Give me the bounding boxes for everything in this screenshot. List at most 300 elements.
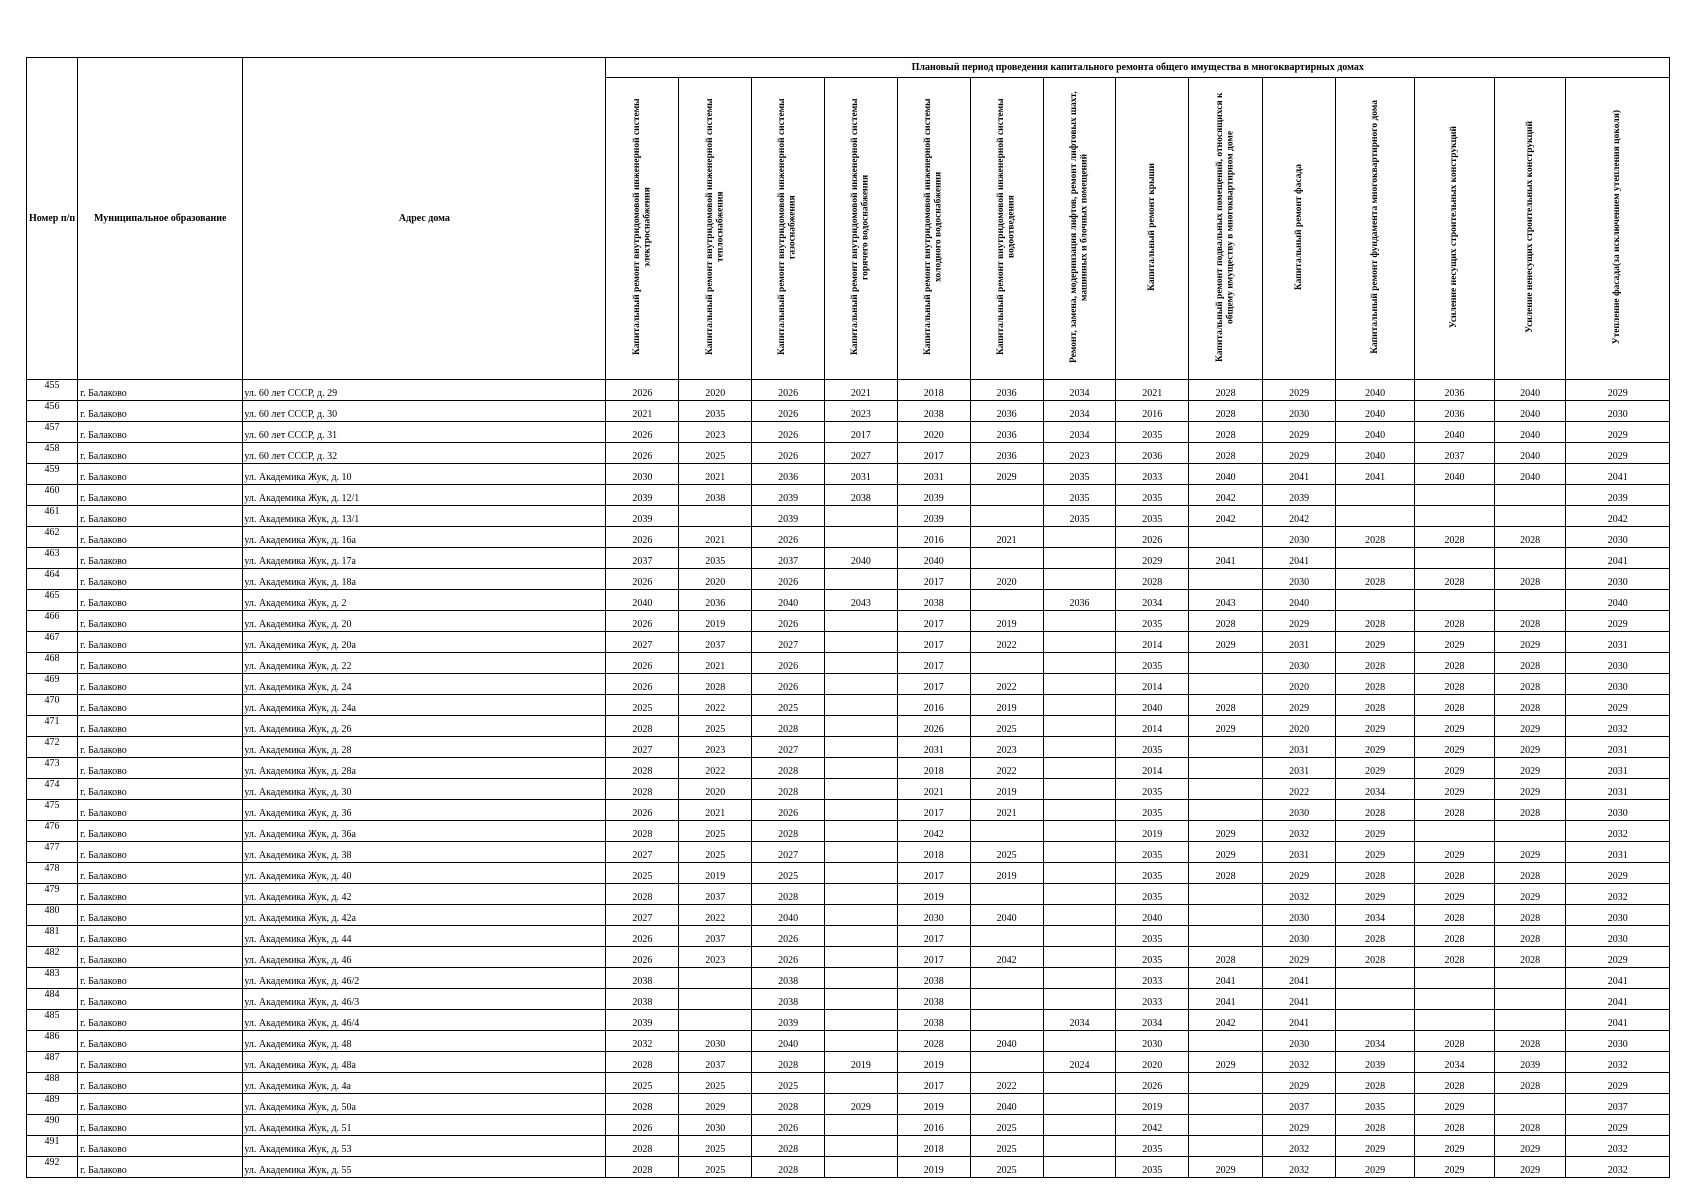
year-cell: 2026 xyxy=(606,926,679,947)
column-header-label: Усиление ненесущих строительных конструкций xyxy=(1524,121,1535,333)
year-cell: 2019 xyxy=(970,863,1043,884)
column-header xyxy=(825,78,898,380)
year-cell: 2032 xyxy=(1263,821,1336,842)
year-cell xyxy=(1189,737,1263,758)
year-cell: 2021 xyxy=(679,527,752,548)
row-number: 480 xyxy=(27,905,78,926)
year-cell: 2029 xyxy=(1494,1157,1566,1178)
year-cell: 2026 xyxy=(606,569,679,590)
year-cell xyxy=(1494,1010,1566,1031)
year-cell: 2021 xyxy=(825,380,898,401)
row-number: 468 xyxy=(27,653,78,674)
row-number: 491 xyxy=(27,1136,78,1157)
year-cell xyxy=(825,611,898,632)
year-cell: 2029 xyxy=(1566,695,1670,716)
year-cell xyxy=(825,695,898,716)
year-cell xyxy=(1043,884,1116,905)
table-row xyxy=(27,611,1670,632)
year-cell: 2036 xyxy=(1043,590,1116,611)
year-cell: 2025 xyxy=(679,842,752,863)
year-cell xyxy=(1043,548,1116,569)
column-header xyxy=(1116,78,1189,380)
table-row xyxy=(27,548,1670,569)
year-cell: 2029 xyxy=(1189,632,1263,653)
year-cell: 2026 xyxy=(606,947,679,968)
year-cell: 2028 xyxy=(606,1094,679,1115)
year-cell: 2041 xyxy=(1189,989,1263,1010)
year-cell: 2029 xyxy=(1566,1115,1670,1136)
year-cell: 2040 xyxy=(1494,443,1566,464)
year-cell: 2032 xyxy=(1566,821,1670,842)
year-cell: 2017 xyxy=(897,926,970,947)
year-cell xyxy=(825,569,898,590)
year-cell: 2029 xyxy=(1263,380,1336,401)
year-cell: 2028 xyxy=(1116,569,1189,590)
year-cell: 2029 xyxy=(1189,1157,1263,1178)
row-number: 463 xyxy=(27,548,78,569)
address-cell: ул. Академика Жук, д. 20 xyxy=(243,611,606,632)
year-cell: 2017 xyxy=(897,800,970,821)
table-row xyxy=(27,674,1670,695)
municipality-cell: г. Балаково xyxy=(78,443,243,464)
row-number: 474 xyxy=(27,779,78,800)
table-row xyxy=(27,821,1670,842)
row-number: 485 xyxy=(27,1010,78,1031)
year-cell: 2030 xyxy=(1566,800,1670,821)
year-cell: 2029 xyxy=(1415,1094,1494,1115)
year-cell: 2037 xyxy=(606,548,679,569)
table-row xyxy=(27,506,1670,527)
address-cell: ул. Академика Жук, д. 28 xyxy=(243,737,606,758)
table-row xyxy=(27,1073,1670,1094)
year-cell: 2026 xyxy=(606,1115,679,1136)
year-cell: 2028 xyxy=(752,821,825,842)
address-cell: ул. Академика Жук, д. 50а xyxy=(243,1094,606,1115)
row-number: 465 xyxy=(27,590,78,611)
year-cell: 2028 xyxy=(1335,674,1414,695)
year-cell xyxy=(1043,611,1116,632)
year-cell: 2030 xyxy=(1263,905,1336,926)
year-cell: 2028 xyxy=(1494,863,1566,884)
year-cell: 2033 xyxy=(1116,968,1189,989)
row-number: 457 xyxy=(27,422,78,443)
address-cell: ул. 60 лет СССР, д. 31 xyxy=(243,422,606,443)
address-cell: ул. Академика Жук, д. 13/1 xyxy=(243,506,606,527)
year-cell: 2035 xyxy=(1116,863,1189,884)
year-cell: 2029 xyxy=(1415,1136,1494,1157)
year-cell: 2029 xyxy=(1189,1052,1263,1073)
table-header xyxy=(27,58,1670,380)
year-cell: 2040 xyxy=(752,1031,825,1052)
year-cell: 2029 xyxy=(1566,422,1670,443)
year-cell xyxy=(1043,653,1116,674)
year-cell: 2030 xyxy=(1566,569,1670,590)
year-cell: 2036 xyxy=(970,422,1043,443)
year-cell: 2029 xyxy=(1415,758,1494,779)
year-cell: 2029 xyxy=(1566,947,1670,968)
address-cell: ул. Академика Жук, д. 17а xyxy=(243,548,606,569)
year-cell: 2036 xyxy=(970,380,1043,401)
year-cell: 2040 xyxy=(1116,695,1189,716)
address-cell: ул. Академика Жук, д. 55 xyxy=(243,1157,606,1178)
municipality-cell: г. Балаково xyxy=(78,884,243,905)
table-row xyxy=(27,380,1670,401)
year-cell: 2029 xyxy=(1494,779,1566,800)
year-cell: 2041 xyxy=(1566,464,1670,485)
year-cell xyxy=(679,1010,752,1031)
year-cell xyxy=(825,1073,898,1094)
year-cell: 2040 xyxy=(1494,380,1566,401)
year-cell: 2041 xyxy=(1566,1010,1670,1031)
year-cell: 2042 xyxy=(1189,485,1263,506)
municipality-cell: г. Балаково xyxy=(78,590,243,611)
year-cell: 2040 xyxy=(1415,422,1494,443)
row-number: 467 xyxy=(27,632,78,653)
table-row xyxy=(27,632,1670,653)
column-header-label: Капитальный ремонт внутридомовой инженерной системы водоотведения xyxy=(995,98,1017,356)
year-cell: 2029 xyxy=(1263,1073,1336,1094)
year-cell: 2029 xyxy=(1415,716,1494,737)
address-cell: ул. Академика Жук, д. 28а xyxy=(243,758,606,779)
year-cell xyxy=(825,632,898,653)
year-cell: 2039 xyxy=(1494,1052,1566,1073)
row-number: 490 xyxy=(27,1115,78,1136)
year-cell xyxy=(1494,821,1566,842)
year-cell: 2032 xyxy=(1566,1136,1670,1157)
year-cell: 2019 xyxy=(1116,1094,1189,1115)
year-cell xyxy=(1335,485,1414,506)
year-cell: 2022 xyxy=(970,1073,1043,1094)
year-cell: 2028 xyxy=(1494,947,1566,968)
year-cell: 2023 xyxy=(970,737,1043,758)
year-cell: 2030 xyxy=(1263,1031,1336,1052)
year-cell: 2039 xyxy=(897,506,970,527)
year-cell xyxy=(970,548,1043,569)
year-cell: 2038 xyxy=(897,1010,970,1031)
year-cell xyxy=(1189,926,1263,947)
year-cell: 2026 xyxy=(752,653,825,674)
year-cell: 2039 xyxy=(606,485,679,506)
year-cell: 2028 xyxy=(1415,611,1494,632)
year-cell: 2035 xyxy=(679,548,752,569)
year-cell: 2028 xyxy=(1335,527,1414,548)
year-cell: 2026 xyxy=(752,674,825,695)
table-row xyxy=(27,926,1670,947)
year-cell: 2028 xyxy=(1335,569,1414,590)
year-cell: 2028 xyxy=(752,884,825,905)
year-cell: 2026 xyxy=(752,569,825,590)
row-number: 458 xyxy=(27,443,78,464)
year-cell: 2028 xyxy=(752,1136,825,1157)
table-row xyxy=(27,1115,1670,1136)
year-cell: 2029 xyxy=(970,464,1043,485)
year-cell: 2035 xyxy=(1335,1094,1414,1115)
year-cell: 2029 xyxy=(1415,737,1494,758)
year-cell: 2028 xyxy=(1415,905,1494,926)
year-cell xyxy=(825,968,898,989)
year-cell xyxy=(1189,1073,1263,1094)
year-cell: 2019 xyxy=(897,1094,970,1115)
year-cell: 2028 xyxy=(1494,611,1566,632)
year-cell: 2031 xyxy=(1263,632,1336,653)
year-cell: 2031 xyxy=(1263,737,1336,758)
year-cell xyxy=(1335,506,1414,527)
year-cell xyxy=(1494,548,1566,569)
year-cell xyxy=(1189,1136,1263,1157)
year-cell xyxy=(1494,590,1566,611)
year-cell: 2020 xyxy=(679,779,752,800)
year-cell: 2028 xyxy=(1335,947,1414,968)
year-cell: 2020 xyxy=(679,569,752,590)
row-number: 459 xyxy=(27,464,78,485)
year-cell: 2039 xyxy=(606,1010,679,1031)
year-cell: 2035 xyxy=(1116,842,1189,863)
row-number: 475 xyxy=(27,800,78,821)
year-cell xyxy=(825,716,898,737)
year-cell: 2029 xyxy=(1263,1115,1336,1136)
address-cell: ул. Академика Жук, д. 12/1 xyxy=(243,485,606,506)
year-cell: 2037 xyxy=(1263,1094,1336,1115)
column-header-label: Капитальный ремонт крыши xyxy=(1146,163,1157,291)
year-cell: 2019 xyxy=(970,779,1043,800)
year-cell: 2038 xyxy=(752,968,825,989)
year-cell: 2028 xyxy=(1189,611,1263,632)
year-cell xyxy=(1043,779,1116,800)
year-cell: 2028 xyxy=(606,1136,679,1157)
year-cell: 2037 xyxy=(1566,1094,1670,1115)
address-cell: ул. Академика Жук, д. 30 xyxy=(243,779,606,800)
year-cell: 2027 xyxy=(825,443,898,464)
address-cell: ул. Академика Жук, д. 24 xyxy=(243,674,606,695)
year-cell: 2020 xyxy=(897,422,970,443)
year-cell: 2028 xyxy=(1335,611,1414,632)
year-cell: 2038 xyxy=(897,401,970,422)
year-cell: 2019 xyxy=(897,1157,970,1178)
year-cell: 2019 xyxy=(970,611,1043,632)
row-number: 469 xyxy=(27,674,78,695)
year-cell: 2028 xyxy=(679,674,752,695)
year-cell: 2027 xyxy=(606,737,679,758)
year-cell: 2023 xyxy=(825,401,898,422)
year-cell xyxy=(1415,590,1494,611)
column-header-label: Капитальный ремонт внутридомовой инженерной системы горячего водоснабжения xyxy=(850,98,871,356)
year-cell: 2032 xyxy=(1263,884,1336,905)
column-header-label: Капитальный ремонт внутридомовой инженерной системы газоснабжения xyxy=(777,98,799,356)
column-header xyxy=(679,78,752,380)
year-cell: 2017 xyxy=(897,1073,970,1094)
year-cell: 2029 xyxy=(1494,758,1566,779)
year-cell xyxy=(1335,548,1414,569)
year-cell: 2028 xyxy=(1335,653,1414,674)
year-cell: 2029 xyxy=(1335,737,1414,758)
year-cell: 2035 xyxy=(1043,464,1116,485)
year-cell: 2028 xyxy=(752,1157,825,1178)
year-cell xyxy=(1043,800,1116,821)
year-cell: 2028 xyxy=(1494,527,1566,548)
year-cell: 2028 xyxy=(1189,401,1263,422)
year-cell xyxy=(1415,1010,1494,1031)
year-cell: 2017 xyxy=(897,653,970,674)
row-number: 484 xyxy=(27,989,78,1010)
address-cell: ул. Академика Жук, д. 4а xyxy=(243,1073,606,1094)
year-cell: 2040 xyxy=(752,590,825,611)
year-cell: 2029 xyxy=(1335,1136,1414,1157)
address-cell: ул. 60 лет СССР, д. 30 xyxy=(243,401,606,422)
year-cell: 2028 xyxy=(1189,422,1263,443)
year-cell: 2029 xyxy=(1335,1157,1414,1178)
year-cell: 2025 xyxy=(752,1073,825,1094)
year-cell: 2042 xyxy=(1189,506,1263,527)
year-cell: 2025 xyxy=(606,1073,679,1094)
year-cell xyxy=(825,863,898,884)
row-number: 455 xyxy=(27,380,78,401)
year-cell: 2028 xyxy=(1494,1073,1566,1094)
year-cell xyxy=(1043,632,1116,653)
year-cell: 2029 xyxy=(1335,842,1414,863)
year-cell: 2028 xyxy=(1415,1073,1494,1094)
year-cell: 2034 xyxy=(1335,1031,1414,1052)
table-row xyxy=(27,842,1670,863)
year-cell: 2039 xyxy=(1335,1052,1414,1073)
year-cell: 2021 xyxy=(679,653,752,674)
municipality-cell: г. Балаково xyxy=(78,674,243,695)
year-cell xyxy=(970,926,1043,947)
year-cell: 2028 xyxy=(1494,800,1566,821)
year-cell: 2030 xyxy=(679,1115,752,1136)
year-cell: 2029 xyxy=(1263,863,1336,884)
year-cell xyxy=(1043,821,1116,842)
year-cell: 2020 xyxy=(970,569,1043,590)
year-cell: 2028 xyxy=(1415,674,1494,695)
year-cell: 2020 xyxy=(679,380,752,401)
year-cell: 2022 xyxy=(970,758,1043,779)
year-cell: 2027 xyxy=(752,632,825,653)
year-cell: 2041 xyxy=(1263,464,1336,485)
year-cell: 2026 xyxy=(606,527,679,548)
column-header xyxy=(606,78,679,380)
year-cell xyxy=(1189,1094,1263,1115)
table-row xyxy=(27,527,1670,548)
year-cell: 2035 xyxy=(1116,884,1189,905)
year-cell: 2028 xyxy=(1189,863,1263,884)
year-cell: 2019 xyxy=(1116,821,1189,842)
row-number: 462 xyxy=(27,527,78,548)
year-cell: 2031 xyxy=(1566,779,1670,800)
year-cell: 2034 xyxy=(1335,779,1414,800)
row-number: 483 xyxy=(27,968,78,989)
year-cell: 2040 xyxy=(1335,380,1414,401)
table-row xyxy=(27,443,1670,464)
row-number: 481 xyxy=(27,926,78,947)
year-cell: 2029 xyxy=(1263,422,1336,443)
municipality-cell: г. Балаково xyxy=(78,947,243,968)
municipality-cell: г. Балаково xyxy=(78,842,243,863)
year-cell: 2043 xyxy=(1189,590,1263,611)
address-cell: ул. Академика Жук, д. 18а xyxy=(243,569,606,590)
year-cell xyxy=(970,821,1043,842)
year-cell: 2039 xyxy=(897,485,970,506)
year-cell xyxy=(825,674,898,695)
year-cell: 2039 xyxy=(752,485,825,506)
year-cell xyxy=(1415,548,1494,569)
table-row xyxy=(27,800,1670,821)
column-header xyxy=(970,78,1043,380)
year-cell: 2037 xyxy=(679,926,752,947)
year-cell: 2034 xyxy=(1415,1052,1494,1073)
year-cell: 2021 xyxy=(1116,380,1189,401)
year-cell xyxy=(1335,590,1414,611)
municipality-cell: г. Балаково xyxy=(78,380,243,401)
year-cell: 2025 xyxy=(606,695,679,716)
year-cell: 2034 xyxy=(1043,401,1116,422)
year-cell: 2029 xyxy=(1494,1136,1566,1157)
year-cell: 2029 xyxy=(1566,1073,1670,1094)
municipality-cell: г. Балаково xyxy=(78,401,243,422)
year-cell: 2036 xyxy=(970,401,1043,422)
year-cell: 2042 xyxy=(1189,1010,1263,1031)
row-number: 471 xyxy=(27,716,78,737)
year-cell: 2030 xyxy=(1566,401,1670,422)
column-header-label: Капитальный ремонт фундамента многоквартирного дома xyxy=(1369,100,1380,354)
year-cell: 2026 xyxy=(752,1115,825,1136)
year-cell: 2018 xyxy=(897,380,970,401)
year-cell: 2026 xyxy=(752,611,825,632)
year-cell: 2039 xyxy=(1566,485,1670,506)
year-cell: 2026 xyxy=(752,401,825,422)
year-cell: 2026 xyxy=(1116,1073,1189,1094)
year-cell: 2029 xyxy=(1335,884,1414,905)
municipality-cell: г. Балаково xyxy=(78,1115,243,1136)
year-cell: 2041 xyxy=(1566,548,1670,569)
year-cell: 2019 xyxy=(970,695,1043,716)
year-cell: 2035 xyxy=(1116,422,1189,443)
column-header xyxy=(1415,78,1494,380)
year-cell: 2034 xyxy=(1116,1010,1189,1031)
year-cell: 2026 xyxy=(752,527,825,548)
year-cell: 2017 xyxy=(897,632,970,653)
year-cell: 2020 xyxy=(1263,674,1336,695)
year-cell: 2029 xyxy=(1335,632,1414,653)
year-cell: 2028 xyxy=(1415,800,1494,821)
column-header xyxy=(752,78,825,380)
year-cell: 2035 xyxy=(1043,485,1116,506)
year-cell: 2033 xyxy=(1116,989,1189,1010)
table-row xyxy=(27,590,1670,611)
table-body xyxy=(27,380,1670,1178)
year-cell: 2040 xyxy=(1566,590,1670,611)
address-cell: ул. Академика Жук, д. 38 xyxy=(243,842,606,863)
year-cell: 2028 xyxy=(1335,1073,1414,1094)
row-number: 478 xyxy=(27,863,78,884)
year-cell: 2016 xyxy=(897,527,970,548)
year-cell: 2027 xyxy=(606,632,679,653)
year-cell xyxy=(825,905,898,926)
address-cell: ул. Академика Жук, д. 53 xyxy=(243,1136,606,1157)
year-cell: 2032 xyxy=(1263,1136,1336,1157)
municipality-cell: г. Балаково xyxy=(78,905,243,926)
column-header-label: Капитальный ремонт внутридомовой инженерной системы теплоснабжения xyxy=(704,98,726,356)
municipality-cell: г. Балаково xyxy=(78,989,243,1010)
year-cell: 2029 xyxy=(1263,611,1336,632)
table-row xyxy=(27,485,1670,506)
column-header-label: Капитальный ремонт подвальных помещений, относящихся к общему имуществу в многоквартирном доме xyxy=(1215,92,1236,362)
row-number: 470 xyxy=(27,695,78,716)
year-cell: 2025 xyxy=(606,863,679,884)
year-cell xyxy=(825,1031,898,1052)
municipality-cell: г. Балаково xyxy=(78,968,243,989)
table-row xyxy=(27,422,1670,443)
year-cell: 2026 xyxy=(752,380,825,401)
